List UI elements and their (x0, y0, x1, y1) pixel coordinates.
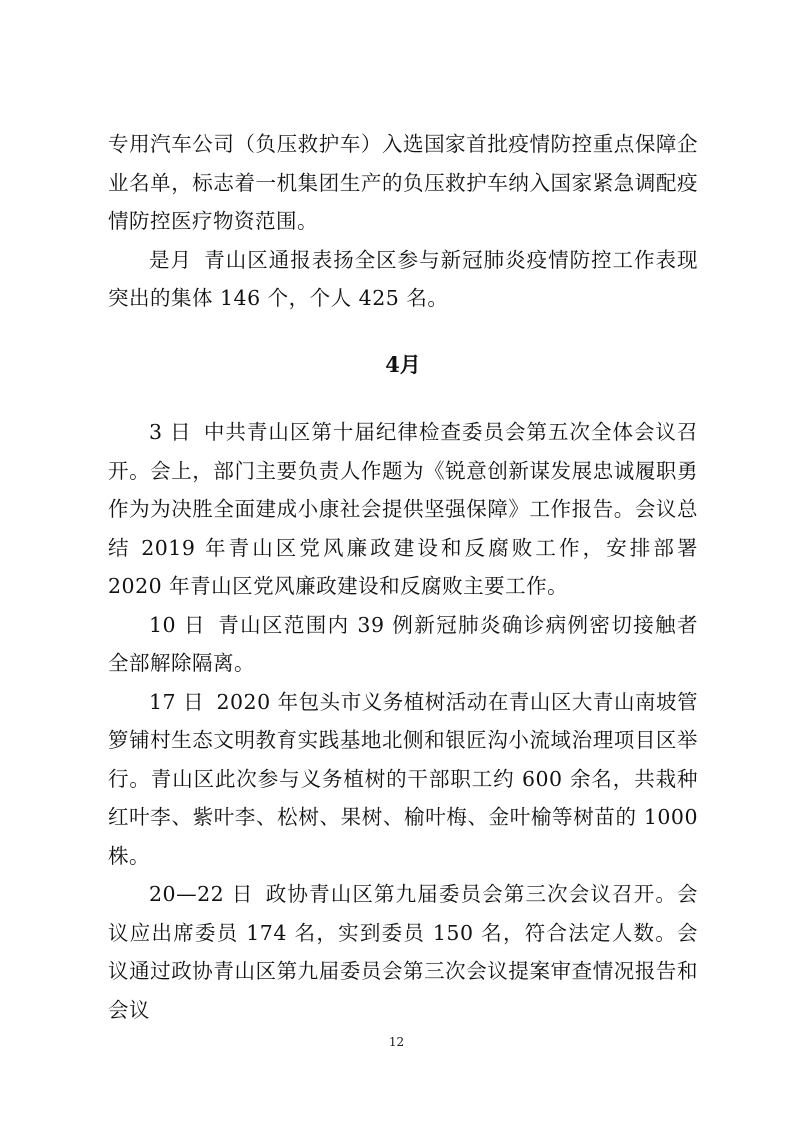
entry-text: 2020 年包头市义务植树活动在青山区大青山南坡管箩铺村生态文明教育实践基地北侧和银匠沟小流域治理项目区举行。青山区此次参与义务植树的干部职工约 600 余名，共栽种红叶李、紫叶李、松树、果树、榆叶梅、金叶榆等树苗的 1000 株。 (108, 689, 698, 868)
entry-paragraph (108, 875, 698, 1029)
entry-date: 17 日 (149, 689, 205, 714)
page-number: 12 (388, 1035, 405, 1049)
intro-paragraph-1: 专用汽车公司（负压救护车）入选国家首批疫情防控重点保障企业名单，标志着一机集团生产的负压救护车纳入国家紧急调配疫情防控医疗物资范围。 (108, 132, 698, 233)
month-heading: 4月 (385, 352, 421, 377)
entry-date: 是月 (149, 247, 192, 272)
entry-paragraph (108, 606, 698, 683)
entry-date: 3 日 (149, 420, 192, 444)
entry-date: 10 日 (149, 612, 206, 637)
entry-text: 青山区范围内 39 例新冠肺炎确诊病例密切接触者全部解除隔离。 (108, 612, 698, 675)
entry-text: 中共青山区第十届纪律检查委员会第五次全体会议召开。会上，部门主要负责人作题为《锐意创新谋发展忠诚履职勇作为为决胜全面建成小康社会提供坚强保障》工作报告。会议总结 2019 年青山区党风廉政建设和反腐败工作，安排部署 2020 年青山区党风廉政建设和反腐败主要工作。 (108, 420, 699, 598)
intro-paragraph-2 (108, 241, 698, 318)
april-entries (108, 413, 698, 1029)
entry-date: 20—22 日 (149, 882, 254, 906)
entry-text: 青山区通报表扬全区参与新冠肺炎疫情防控工作表现突出的集体 146 个，个人 425 名。 (108, 247, 699, 310)
intro-section (108, 125, 698, 318)
entry-paragraph (108, 683, 698, 876)
entry-paragraph (108, 413, 698, 606)
document-page (108, 0, 698, 1122)
entry-text: 政协青山区第九届委员会第三次会议召开。会议应出席委员 174 名，实到委员 150 名，符合法定人数。会议通过政协青山区第九届委员会第三次会议提案审查情况报告和会议 (108, 882, 699, 1022)
